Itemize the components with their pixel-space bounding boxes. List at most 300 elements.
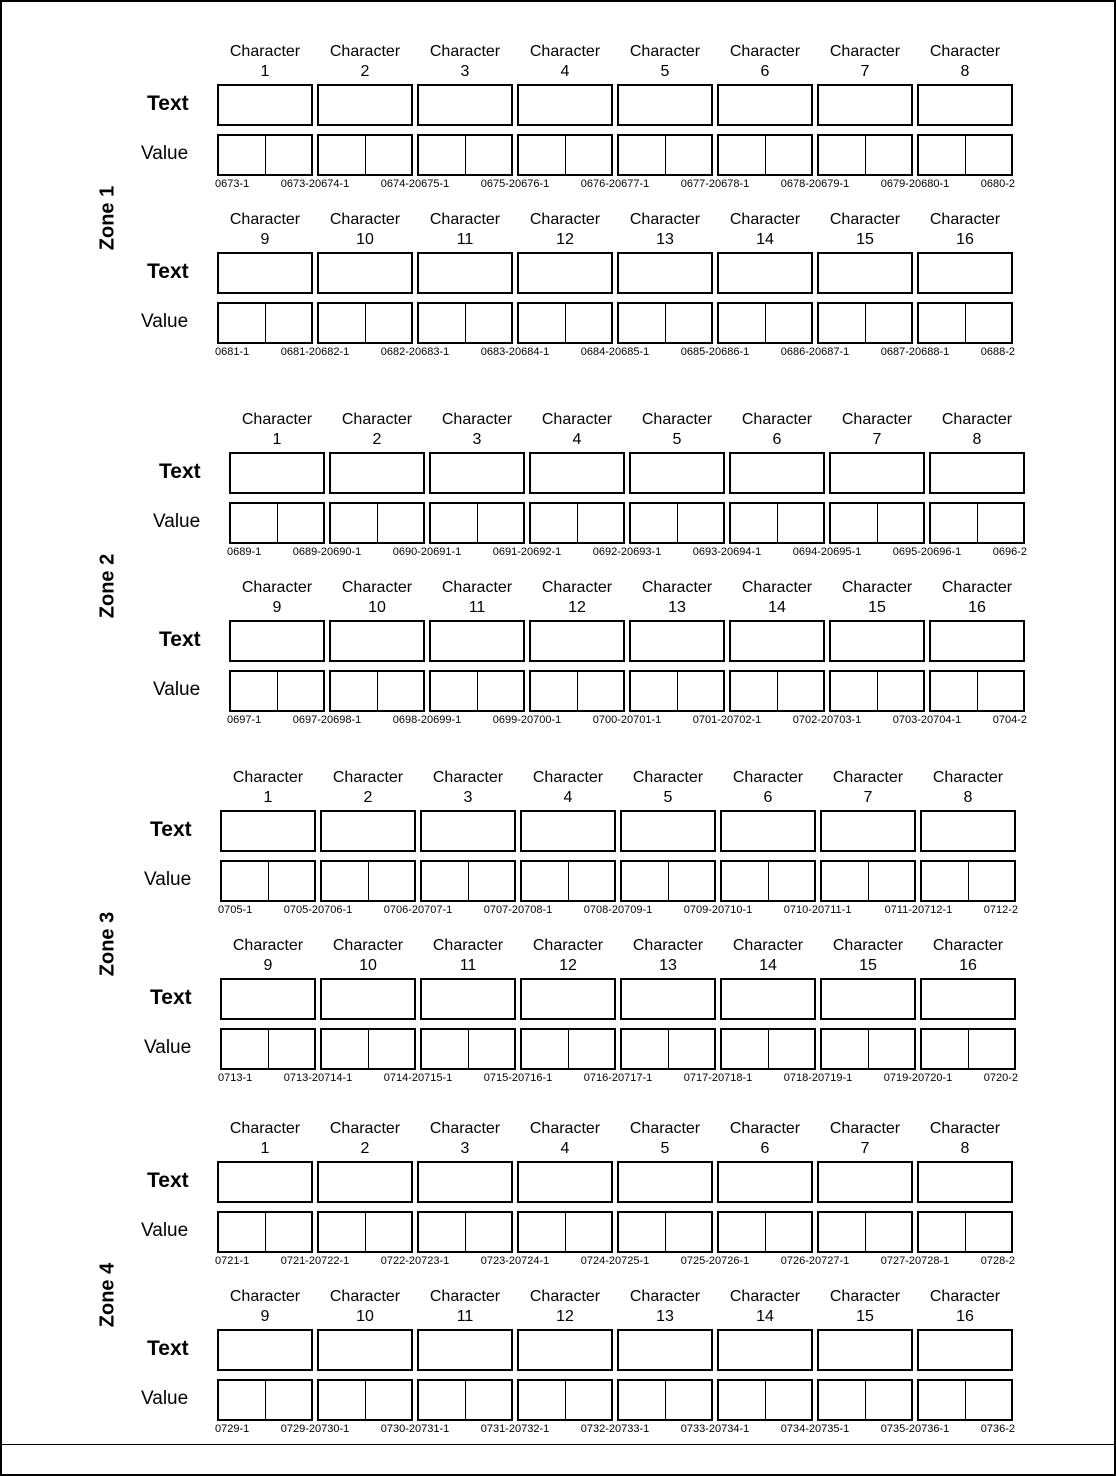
value-cell-1[interactable] bbox=[431, 672, 478, 710]
value-cell-1[interactable] bbox=[219, 136, 266, 174]
value-cell-1[interactable] bbox=[731, 504, 778, 542]
value-cell-1[interactable] bbox=[331, 672, 378, 710]
character-label: Character bbox=[841, 411, 913, 428]
character-number: 14 bbox=[759, 957, 777, 974]
value-cell-1[interactable] bbox=[431, 504, 478, 542]
text-entry-box[interactable] bbox=[417, 1329, 513, 1371]
value-cell-1[interactable] bbox=[322, 1030, 369, 1068]
value-cell-1[interactable] bbox=[319, 1213, 366, 1251]
value-cell-2[interactable] bbox=[266, 1381, 312, 1419]
text-entry-box[interactable] bbox=[420, 810, 516, 852]
character-header bbox=[929, 410, 1025, 450]
value-cell-2[interactable] bbox=[778, 672, 824, 710]
character-header bbox=[229, 578, 325, 618]
value-cell-2[interactable] bbox=[566, 136, 612, 174]
value-cell-1[interactable] bbox=[419, 304, 466, 342]
text-entry-box[interactable] bbox=[817, 252, 913, 294]
text-entry-box[interactable] bbox=[420, 978, 516, 1020]
text-row-label: Text bbox=[150, 818, 192, 841]
text-entry-box[interactable] bbox=[217, 1329, 313, 1371]
text-entry-box[interactable] bbox=[820, 978, 916, 1020]
value-code-1: 0725-1 bbox=[615, 1255, 650, 1267]
value-cell-2[interactable] bbox=[466, 136, 512, 174]
character-number: 10 bbox=[359, 957, 377, 974]
character-header bbox=[329, 410, 425, 450]
value-cell-1[interactable] bbox=[919, 1213, 966, 1251]
value-entry-box bbox=[229, 502, 325, 544]
value-entry-box bbox=[417, 1379, 513, 1421]
character-number: 16 bbox=[959, 957, 977, 974]
value-codes bbox=[227, 546, 327, 559]
character-header bbox=[617, 1119, 713, 1159]
value-cell-2[interactable] bbox=[878, 504, 924, 542]
text-entry-box[interactable] bbox=[829, 620, 925, 662]
value-codes bbox=[927, 546, 1027, 559]
character-label: Character bbox=[432, 937, 504, 954]
value-codes bbox=[915, 178, 1015, 191]
value-cell-1[interactable] bbox=[319, 1381, 366, 1419]
character-number: 1 bbox=[260, 63, 270, 80]
text-entry-box[interactable] bbox=[620, 978, 716, 1020]
value-code-1: 0728-1 bbox=[915, 1255, 950, 1267]
text-entry-box[interactable] bbox=[617, 1329, 713, 1371]
value-cell-1[interactable] bbox=[522, 862, 569, 900]
character-label: Character bbox=[629, 43, 701, 60]
character-label: Character bbox=[341, 411, 413, 428]
value-cell-2[interactable] bbox=[269, 862, 315, 900]
value-cell-2[interactable] bbox=[766, 136, 812, 174]
character-header bbox=[429, 578, 525, 618]
value-entry-box bbox=[417, 134, 513, 176]
text-entry-box[interactable] bbox=[529, 452, 625, 494]
value-cell-1[interactable] bbox=[231, 672, 278, 710]
text-entry-box[interactable] bbox=[629, 452, 725, 494]
value-cell-1[interactable] bbox=[419, 1213, 466, 1251]
text-entry-box[interactable] bbox=[429, 452, 525, 494]
value-code-1: 0710-1 bbox=[718, 904, 753, 916]
text-entry-box[interactable] bbox=[820, 810, 916, 852]
text-entry-box[interactable] bbox=[717, 84, 813, 126]
text-entry-box[interactable] bbox=[517, 252, 613, 294]
text-row-label: Text bbox=[150, 986, 192, 1009]
value-cell-1[interactable] bbox=[219, 1381, 266, 1419]
value-cell-2[interactable] bbox=[578, 504, 624, 542]
value-entry-box bbox=[517, 1379, 613, 1421]
text-entry-box[interactable] bbox=[317, 1161, 413, 1203]
text-entry-box[interactable] bbox=[317, 252, 413, 294]
text-entry-box[interactable] bbox=[320, 810, 416, 852]
character-number: 5 bbox=[672, 431, 682, 448]
text-entry-box[interactable] bbox=[929, 452, 1025, 494]
character-header bbox=[917, 210, 1013, 250]
value-cell-1[interactable] bbox=[819, 1213, 866, 1251]
value-cell-1[interactable] bbox=[222, 1030, 269, 1068]
value-cell-2[interactable] bbox=[269, 1030, 315, 1068]
text-entry-box[interactable] bbox=[417, 1161, 513, 1203]
value-cell-2[interactable] bbox=[466, 1381, 512, 1419]
value-cell-1[interactable] bbox=[331, 504, 378, 542]
value-cell-2[interactable] bbox=[869, 1030, 915, 1068]
text-entry-box[interactable] bbox=[917, 1329, 1013, 1371]
value-cell-1[interactable] bbox=[519, 1213, 566, 1251]
character-label: Character bbox=[929, 43, 1001, 60]
character-header bbox=[720, 768, 816, 808]
value-cell-1[interactable] bbox=[219, 1213, 266, 1251]
value-cell-2[interactable] bbox=[578, 672, 624, 710]
text-entry-box[interactable] bbox=[617, 1161, 713, 1203]
value-codes bbox=[718, 1072, 818, 1085]
character-label: Character bbox=[229, 43, 301, 60]
text-entry-box[interactable] bbox=[217, 1161, 313, 1203]
zone-section bbox=[2, 1119, 1114, 1449]
character-number: 4 bbox=[560, 63, 570, 80]
value-code-1: 0698-1 bbox=[327, 714, 362, 726]
value-entry-box bbox=[720, 860, 816, 902]
value-code-1: 0735-1 bbox=[815, 1423, 850, 1435]
value-cell-2[interactable] bbox=[466, 304, 512, 342]
text-entry-box[interactable] bbox=[529, 620, 625, 662]
value-cell-1[interactable] bbox=[619, 304, 666, 342]
value-cell-1[interactable] bbox=[322, 862, 369, 900]
character-header bbox=[717, 1119, 813, 1159]
value-code-1: 0729-1 bbox=[215, 1423, 250, 1435]
value-cell-1[interactable] bbox=[831, 672, 878, 710]
value-cell-1[interactable] bbox=[319, 304, 366, 342]
value-cell-2[interactable] bbox=[378, 672, 424, 710]
text-entry-box[interactable] bbox=[617, 252, 713, 294]
value-cell-2[interactable] bbox=[478, 672, 524, 710]
value-row-label: Value bbox=[144, 1037, 192, 1058]
value-cell-2[interactable] bbox=[766, 1381, 812, 1419]
text-entry-box[interactable] bbox=[817, 1161, 913, 1203]
value-code-2: 0717-2 bbox=[683, 1072, 718, 1084]
value-cell-2[interactable] bbox=[966, 1381, 1012, 1419]
text-entry-box[interactable] bbox=[429, 620, 525, 662]
zone-title: Zone 1 bbox=[96, 185, 119, 251]
value-cell-2[interactable] bbox=[966, 136, 1012, 174]
text-entry-box[interactable] bbox=[729, 620, 825, 662]
value-cell-1[interactable] bbox=[231, 504, 278, 542]
value-cell-1[interactable] bbox=[619, 1213, 666, 1251]
value-cell-1[interactable] bbox=[519, 136, 566, 174]
value-cell-1[interactable] bbox=[419, 136, 466, 174]
character-label: Character bbox=[332, 769, 404, 786]
value-cell-1[interactable] bbox=[531, 504, 578, 542]
value-cell-2[interactable] bbox=[766, 304, 812, 342]
character-label: Character bbox=[629, 1288, 701, 1305]
value-cell-2[interactable] bbox=[378, 504, 424, 542]
text-entry-box[interactable] bbox=[917, 84, 1013, 126]
value-entry-box bbox=[520, 1028, 616, 1070]
value-cell-1[interactable] bbox=[722, 862, 769, 900]
character-header bbox=[320, 768, 416, 808]
character-header bbox=[317, 42, 413, 82]
character-number: 3 bbox=[463, 789, 473, 806]
value-cell-1[interactable] bbox=[519, 1381, 566, 1419]
value-cell-2[interactable] bbox=[566, 1213, 612, 1251]
value-cell-2[interactable] bbox=[969, 862, 1015, 900]
value-cell-1[interactable] bbox=[931, 672, 978, 710]
value-cell-1[interactable] bbox=[731, 672, 778, 710]
character-label: Character bbox=[941, 411, 1013, 428]
value-cell-1[interactable] bbox=[422, 862, 469, 900]
character-number: 14 bbox=[756, 231, 774, 248]
character-number: 8 bbox=[972, 431, 982, 448]
character-header bbox=[217, 1287, 313, 1327]
value-cell-1[interactable] bbox=[622, 862, 669, 900]
text-entry-box[interactable] bbox=[329, 620, 425, 662]
text-entry-box[interactable] bbox=[217, 84, 313, 126]
value-codes bbox=[315, 1255, 415, 1268]
character-header bbox=[829, 410, 925, 450]
text-entry-box[interactable] bbox=[620, 810, 716, 852]
value-cell-1[interactable] bbox=[219, 304, 266, 342]
value-cell-2[interactable] bbox=[366, 136, 412, 174]
value-cell-2[interactable] bbox=[966, 1213, 1012, 1251]
character-header bbox=[217, 1119, 313, 1159]
value-cell-1[interactable] bbox=[919, 136, 966, 174]
value-cell-1[interactable] bbox=[531, 672, 578, 710]
value-cell-2[interactable] bbox=[266, 304, 312, 342]
value-cell-1[interactable] bbox=[619, 1381, 666, 1419]
value-cell-1[interactable] bbox=[831, 504, 878, 542]
text-entry-box[interactable] bbox=[220, 978, 316, 1020]
value-cell-2[interactable] bbox=[978, 504, 1024, 542]
text-entry-box[interactable] bbox=[220, 810, 316, 852]
value-cell-1[interactable] bbox=[719, 1381, 766, 1419]
value-cell-2[interactable] bbox=[778, 504, 824, 542]
value-entry-box bbox=[517, 134, 613, 176]
character-number: 7 bbox=[863, 789, 873, 806]
value-entry-box bbox=[317, 1211, 413, 1253]
value-cell-2[interactable] bbox=[469, 1030, 515, 1068]
text-entry-box[interactable] bbox=[720, 978, 816, 1020]
value-cell-1[interactable] bbox=[719, 1213, 766, 1251]
value-cell-1[interactable] bbox=[919, 304, 966, 342]
value-cell-2[interactable] bbox=[366, 304, 412, 342]
text-entry-box[interactable] bbox=[817, 84, 913, 126]
value-code-2: 0723-2 bbox=[480, 1255, 515, 1267]
value-codes bbox=[215, 1423, 315, 1436]
value-cell-2[interactable] bbox=[866, 304, 912, 342]
value-cell-2[interactable] bbox=[969, 1030, 1015, 1068]
value-code-2: 0681-2 bbox=[280, 346, 315, 358]
value-cell-2[interactable] bbox=[366, 1213, 412, 1251]
text-entry-box[interactable] bbox=[317, 84, 413, 126]
character-label: Character bbox=[929, 1120, 1001, 1137]
value-cell-2[interactable] bbox=[878, 672, 924, 710]
value-cell-2[interactable] bbox=[466, 1213, 512, 1251]
value-entry-box bbox=[817, 1211, 913, 1253]
value-cell-2[interactable] bbox=[666, 304, 712, 342]
value-cell-1[interactable] bbox=[822, 1030, 869, 1068]
text-entry-box[interactable] bbox=[229, 620, 325, 662]
value-cell-2[interactable] bbox=[869, 862, 915, 900]
value-cell-2[interactable] bbox=[769, 862, 815, 900]
character-label: Character bbox=[841, 579, 913, 596]
character-label: Character bbox=[729, 211, 801, 228]
value-codes bbox=[915, 346, 1015, 359]
value-entry-box bbox=[729, 670, 825, 712]
value-cell-2[interactable] bbox=[678, 672, 724, 710]
value-code-1: 0678-1 bbox=[715, 178, 750, 190]
value-cell-2[interactable] bbox=[369, 1030, 415, 1068]
value-cell-1[interactable] bbox=[822, 862, 869, 900]
text-entry-box[interactable] bbox=[517, 1161, 613, 1203]
text-entry-box[interactable] bbox=[929, 620, 1025, 662]
character-header bbox=[520, 936, 616, 976]
value-codes bbox=[315, 178, 415, 191]
character-header bbox=[720, 936, 816, 976]
value-cell-2[interactable] bbox=[766, 1213, 812, 1251]
value-code-1: 0733-1 bbox=[615, 1423, 650, 1435]
value-cell-1[interactable] bbox=[819, 136, 866, 174]
text-entry-box[interactable] bbox=[317, 1329, 413, 1371]
value-cell-2[interactable] bbox=[866, 136, 912, 174]
value-code-1: 0689-1 bbox=[227, 546, 262, 558]
text-entry-box[interactable] bbox=[517, 84, 613, 126]
value-code-2: 0734-2 bbox=[780, 1423, 815, 1435]
value-cell-1[interactable] bbox=[819, 1381, 866, 1419]
value-cell-2[interactable] bbox=[769, 1030, 815, 1068]
text-entry-box[interactable] bbox=[920, 978, 1016, 1020]
character-header bbox=[220, 936, 316, 976]
character-header bbox=[617, 1287, 713, 1327]
value-codes bbox=[327, 546, 427, 559]
value-code-1: 0681-1 bbox=[215, 346, 250, 358]
character-header bbox=[917, 1119, 1013, 1159]
character-label: Character bbox=[741, 579, 813, 596]
value-cell-1[interactable] bbox=[631, 672, 678, 710]
text-entry-box[interactable] bbox=[417, 84, 513, 126]
value-cell-1[interactable] bbox=[222, 862, 269, 900]
value-cell-2[interactable] bbox=[278, 504, 324, 542]
text-entry-box[interactable] bbox=[720, 810, 816, 852]
footer-divider bbox=[2, 1444, 1114, 1445]
character-label: Character bbox=[632, 937, 704, 954]
value-row-label: Value bbox=[141, 143, 189, 164]
character-label: Character bbox=[932, 937, 1004, 954]
value-cell-2[interactable] bbox=[678, 504, 724, 542]
text-entry-box[interactable] bbox=[217, 252, 313, 294]
value-codes bbox=[618, 1072, 718, 1085]
value-cell-1[interactable] bbox=[819, 304, 866, 342]
value-cell-2[interactable] bbox=[966, 304, 1012, 342]
value-codes bbox=[615, 346, 715, 359]
value-entry-box bbox=[229, 670, 325, 712]
text-entry-box[interactable] bbox=[717, 1329, 813, 1371]
value-cell-2[interactable] bbox=[666, 136, 712, 174]
value-cell-1[interactable] bbox=[719, 136, 766, 174]
value-cell-1[interactable] bbox=[419, 1381, 466, 1419]
value-entry-box bbox=[929, 502, 1025, 544]
value-codes bbox=[515, 178, 615, 191]
text-entry-box[interactable] bbox=[917, 1161, 1013, 1203]
value-cell-1[interactable] bbox=[922, 862, 969, 900]
value-cell-2[interactable] bbox=[566, 304, 612, 342]
value-cell-1[interactable] bbox=[931, 504, 978, 542]
value-cell-1[interactable] bbox=[519, 304, 566, 342]
value-code-1: 0702-1 bbox=[727, 714, 762, 726]
text-entry-box[interactable] bbox=[520, 810, 616, 852]
value-entry-box bbox=[917, 1379, 1013, 1421]
value-codes bbox=[715, 1255, 815, 1268]
text-entry-box[interactable] bbox=[717, 1161, 813, 1203]
value-cell-1[interactable] bbox=[619, 136, 666, 174]
text-entry-box[interactable] bbox=[517, 1329, 613, 1371]
value-cell-1[interactable] bbox=[631, 504, 678, 542]
value-cell-1[interactable] bbox=[522, 1030, 569, 1068]
character-label: Character bbox=[729, 1288, 801, 1305]
text-entry-box[interactable] bbox=[829, 452, 925, 494]
value-cell-2[interactable] bbox=[866, 1381, 912, 1419]
text-entry-box[interactable] bbox=[920, 810, 1016, 852]
value-cell-2[interactable] bbox=[369, 862, 415, 900]
value-cell-2[interactable] bbox=[266, 1213, 312, 1251]
text-entry-box[interactable] bbox=[417, 252, 513, 294]
value-cell-1[interactable] bbox=[319, 136, 366, 174]
value-code-1: 0691-1 bbox=[427, 546, 462, 558]
value-cell-2[interactable] bbox=[666, 1381, 712, 1419]
value-cell-2[interactable] bbox=[478, 504, 524, 542]
character-header bbox=[820, 768, 916, 808]
value-code-1: 0701-1 bbox=[627, 714, 662, 726]
text-entry-box[interactable] bbox=[717, 252, 813, 294]
text-entry-box[interactable] bbox=[817, 1329, 913, 1371]
value-cell-2[interactable] bbox=[669, 862, 715, 900]
character-header bbox=[417, 1287, 513, 1327]
value-cell-2[interactable] bbox=[866, 1213, 912, 1251]
character-number: 11 bbox=[468, 599, 486, 616]
character-number: 1 bbox=[272, 431, 282, 448]
value-cell-2[interactable] bbox=[666, 1213, 712, 1251]
value-cell-2[interactable] bbox=[569, 862, 615, 900]
value-cell-1[interactable] bbox=[422, 1030, 469, 1068]
value-cell-2[interactable] bbox=[469, 862, 515, 900]
value-cell-2[interactable] bbox=[569, 1030, 615, 1068]
text-entry-box[interactable] bbox=[320, 978, 416, 1020]
character-label: Character bbox=[241, 579, 313, 596]
value-entry-box bbox=[617, 134, 713, 176]
text-entry-box[interactable] bbox=[917, 252, 1013, 294]
value-code-2: 0707-2 bbox=[483, 904, 518, 916]
character-number: 12 bbox=[556, 1308, 574, 1325]
text-entry-box[interactable] bbox=[229, 452, 325, 494]
value-code-1: 0711-1 bbox=[818, 904, 852, 916]
value-cell-2[interactable] bbox=[566, 1381, 612, 1419]
value-cell-1[interactable] bbox=[622, 1030, 669, 1068]
value-cell-2[interactable] bbox=[669, 1030, 715, 1068]
value-cell-1[interactable] bbox=[922, 1030, 969, 1068]
character-label: Character bbox=[429, 43, 501, 60]
value-cell-2[interactable] bbox=[366, 1381, 412, 1419]
value-cell-1[interactable] bbox=[722, 1030, 769, 1068]
value-cell-1[interactable] bbox=[719, 304, 766, 342]
character-header bbox=[820, 936, 916, 976]
value-cell-2[interactable] bbox=[978, 672, 1024, 710]
text-entry-box[interactable] bbox=[520, 978, 616, 1020]
text-entry-box[interactable] bbox=[329, 452, 425, 494]
value-codes bbox=[515, 346, 615, 359]
value-cell-1[interactable] bbox=[919, 1381, 966, 1419]
value-cell-2[interactable] bbox=[266, 136, 312, 174]
value-entry-box bbox=[920, 1028, 1016, 1070]
text-entry-box[interactable] bbox=[629, 620, 725, 662]
value-code-2: 0698-2 bbox=[392, 714, 427, 726]
text-entry-box[interactable] bbox=[617, 84, 713, 126]
value-cell-2[interactable] bbox=[278, 672, 324, 710]
text-entry-box[interactable] bbox=[729, 452, 825, 494]
